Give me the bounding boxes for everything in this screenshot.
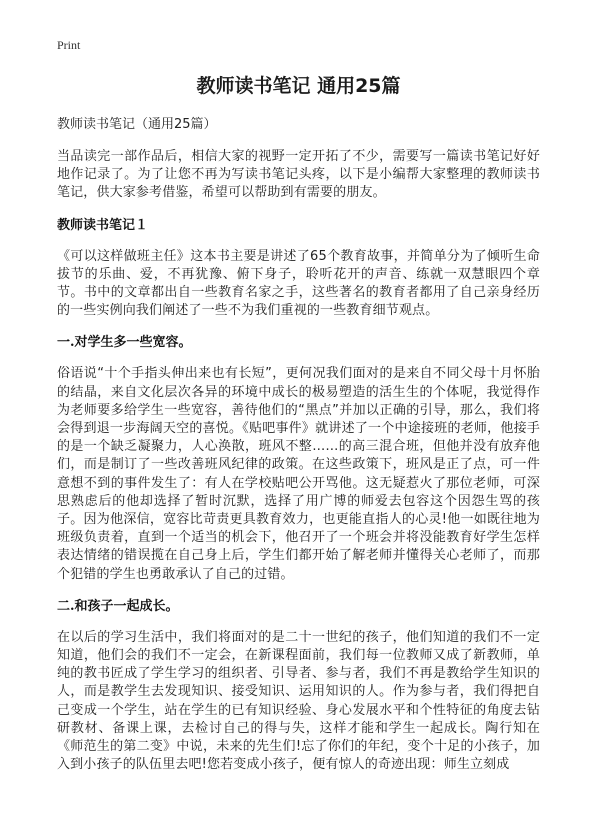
intro-paragraph: 当品读完一部作品后，相信大家的视野一定开拓了不少，需要写一篇读书笔记好好地作记录了。为了让您不再为写读书笔记头疼，以下是小编帮大家整理的教师读书笔记，供大家参考借鉴，希望可以帮助到有需要的朋友。 [57,149,540,201]
section-2-heading: 二.和孩子一起成长。 [57,598,179,614]
section-1-paragraph: 俗语说“十个手指头伸出来也有长短”，更何况我们面对的是来自不同父母十月怀胎的结晶，来自文化层次各异的环境中成长的极易塑造的活生生的个体呢，我觉得作为老师要多给学生一些宽容，善待他们的“黑点”并加以正确的引导，那么，我们将会得到退一步海阔天空的喜悦。《贴吧事件》就讲述了一个中途接班的老师，他接手的是一个缺乏凝聚力，人心涣散，班风不整……的高三混合班，但他并没有放弃他们，而是制订了一些改善班风纪律的政策。在这些政策下，班风是正了点，可一件意想不到的事件发生了：有人在学校贴吧公开骂他。这无疑惹火了那位老师，可深思熟虑后的他却选择了暂时沉默，选择了用广博的师爱去包容这个因怨生骂的孩子。因为他深信，宽容比苛责更具教育效力，也更能直指人的心灵!他一如既往地为班级负责着，直到一个适当的机会下，他召开了一个班会并将没能教育好学生怎样表达情绪的错误揽在自己身上后，学生们都开始了解老师并懂得关心老师了，而那个犯错的学生也勇敢承认了自己的过错。 [57,366,540,582]
note-1-paragraph: 《可以这样做班主任》这本书主要是讲述了65个教育故事，并简单分为了倾听生命拔节的乐曲、爱，不再犹豫、俯下身子，聆听花开的声音、练就一双慧眼四个章节。书中的文章都出自一些教育名家之手，这些著名的教育者都用了自己亲身经历的一些实例向我们阐述了一些不为我们重视的一些教育细节观点。 [57,248,540,319]
print-link[interactable]: Print [57,38,81,52]
document-title: 教师读书笔记 通用25篇 [196,75,401,97]
section-1-heading: 一.对学生多一些宽容。 [57,335,192,351]
note-1-heading: 教师读书笔记１ [57,217,149,233]
document-subtitle: 教师读书笔记（通用25篇） [57,117,217,132]
section-2-paragraph: 在以后的学习生活中，我们将面对的是二十一世纪的孩子，他们知道的我们不一定知道，他们会的我们不一定会，在新课程面前，我们每一位教师又成了新教师，单纯的教书匠成了学生学习的组织者、引导者、参与者，我们不再是教给学生知识的人，而是教学生去发现知识、接受知识、运用知识的人。作为参与者，我们得把自己变成一个学生，站在学生的已有知识经验、身心发展水平和个性特征的角度去钻研教材、备课上课，去检讨自己的得与失，这样才能和学生一起成长。陶行知在《师范生的第二变》中说，未来的先生们!忘了你们的年纪，变个十足的小孩子，加入到小孩子的队伍里去吧!您若变成小孩子，便有惊人的奇迹出现：师生立刻成 [57,629,540,773]
